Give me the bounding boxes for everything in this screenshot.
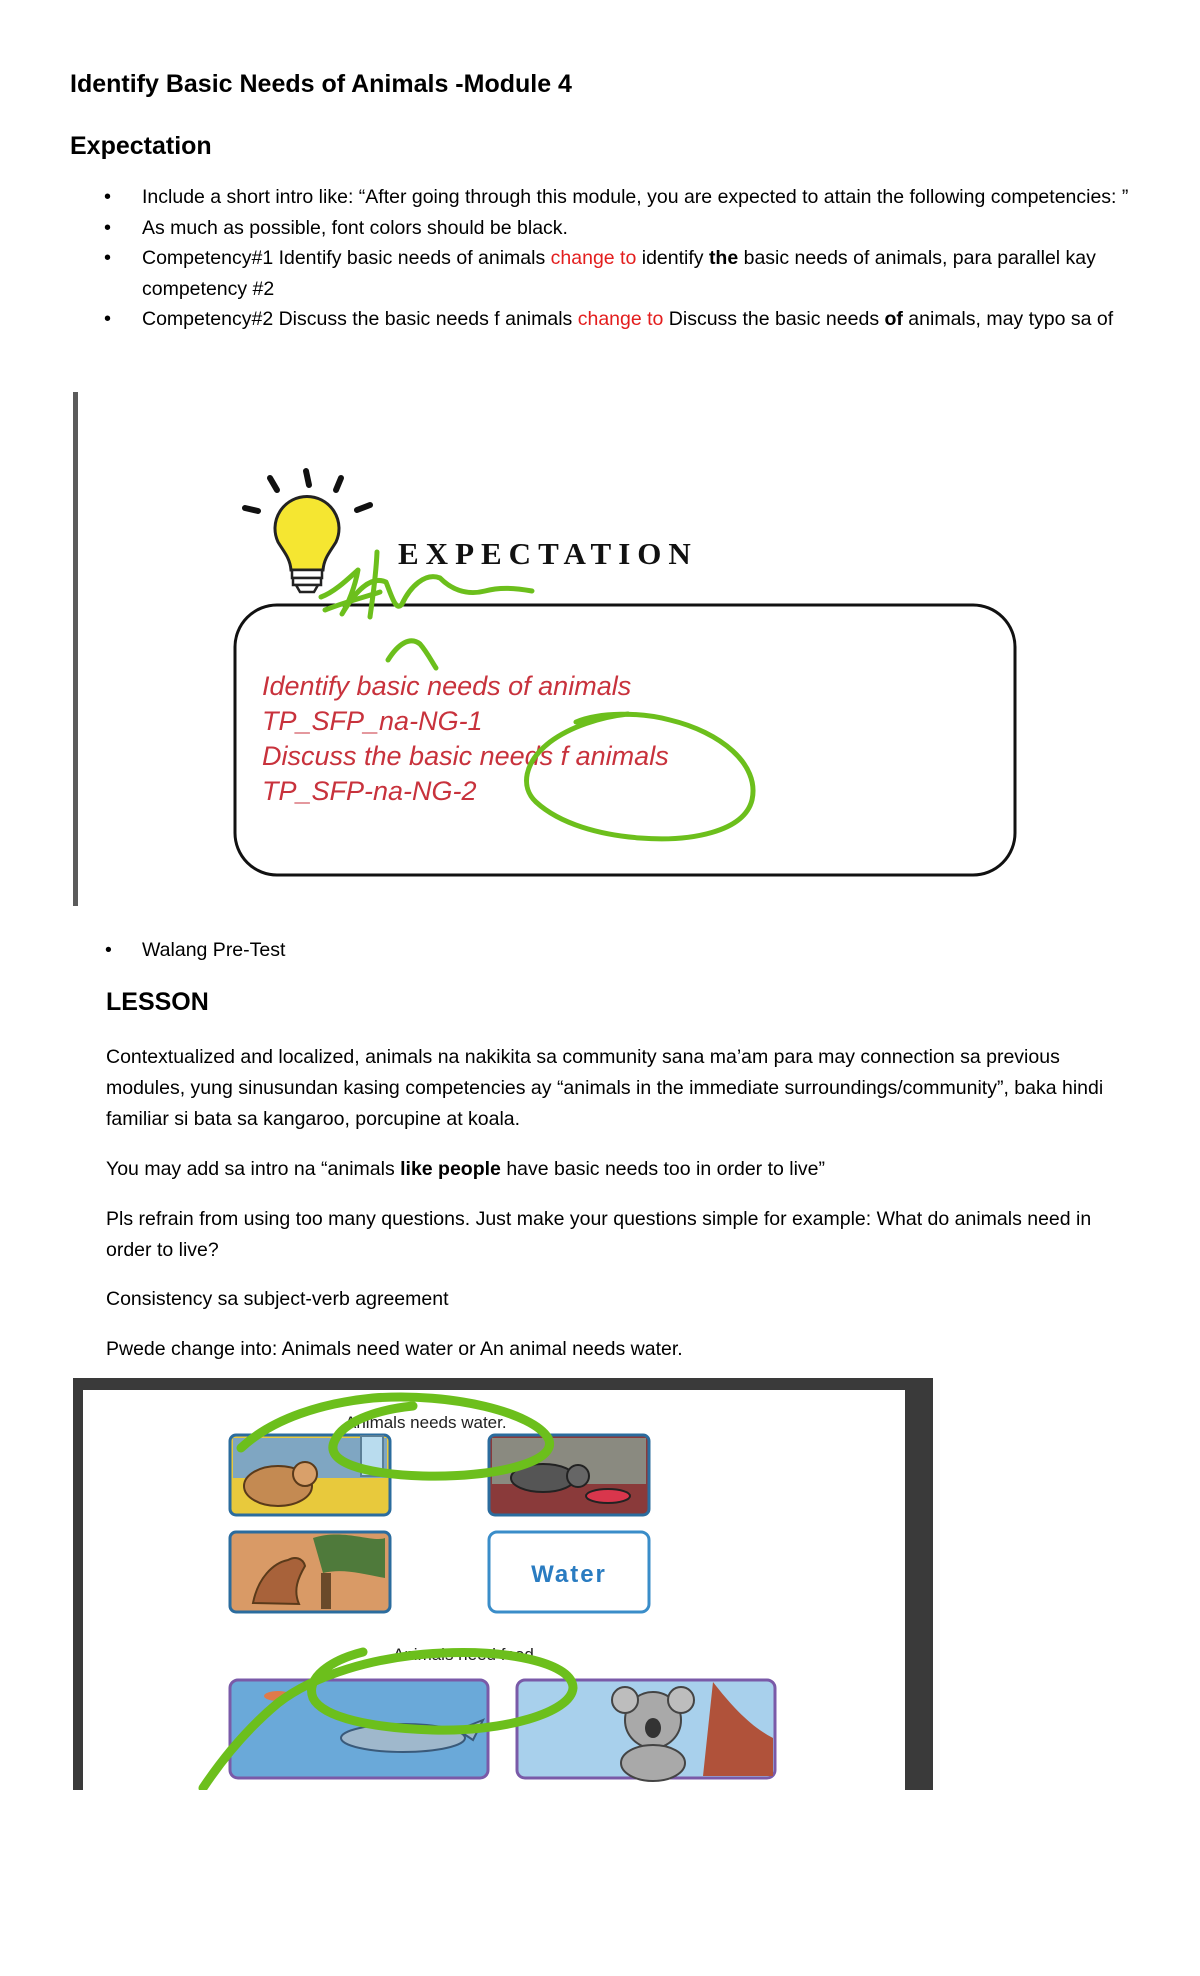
lesson-paragraph: Pwede change into: Animals need water or An animal needs water. [106,1338,683,1360]
bullet-item [100,304,1140,335]
paragraph-text: You may add sa intro na “animals [106,1158,401,1180]
bullet-item [100,182,1140,213]
competency-code: TP_SFP_na-NG-1 [262,706,483,736]
kangaroo-image [230,1532,390,1612]
expectation-heading: EXPECTATION [398,536,698,571]
lesson-paragraph: Pls refrain from using too many questions. Just make your questions simple for example: What do animals need in order to live? [106,1208,1092,1261]
expectation-figure [80,392,1130,912]
change-to-marker: change to [550,247,637,269]
koala-image [517,1680,775,1781]
competency-line: Identify basic needs of animals [262,671,632,701]
bullet-text: Competency#1 Identify basic needs of animals [142,247,551,269]
caption-animals-need-food: Animals need food. [393,1645,539,1664]
bullet-text: identify [636,247,709,269]
bullet-dot: • [105,939,112,961]
section-heading-expectation: Expectation [70,132,212,160]
bold-word: the [708,247,739,269]
cat-image [489,1435,649,1515]
lightbulb-icon [275,496,339,592]
water-word: Water [531,1561,607,1588]
paragraph-text: have basic needs too in order to live” [500,1158,826,1180]
change-to-marker: change to [577,308,664,330]
bold-word: of [884,308,903,330]
competency-code: TP_SFP-na-NG-2 [262,776,477,806]
document-title: Identify Basic Needs of Animals -Module 4 [70,70,572,98]
bold-phrase: like people [400,1158,501,1180]
section-heading-lesson: LESSON [106,988,209,1016]
bullet-text: animals, may typo sa of [902,308,1114,330]
bullet-text: basic needs of animals, para parallel kay competency #2 [142,247,1096,300]
animal-needs-figure [73,1378,933,1790]
bullet-item [100,213,1140,244]
caption-animals-needs-water: Animals needs water. [345,1413,507,1432]
bullet-text: Include a short intro like: “After going through this module, you are expected to attain the following competencies: ” [142,186,1129,208]
competency-line: Discuss the basic needs f animals [262,741,669,771]
pretest-text: Walang Pre-Test [142,939,286,961]
bullet-text: Discuss the basic needs [663,308,885,330]
bullet-text: Competency#2 Discuss the basic needs f animals [142,308,578,330]
lesson-paragraph [106,1154,1136,1185]
expectation-bullet-list [100,182,1140,335]
water-word-card [489,1532,649,1612]
lesson-paragraph: Consistency sa subject-verb agreement [106,1288,449,1310]
bullet-item [100,243,1140,304]
figure-left-border [73,392,78,906]
hamster-image [230,1435,390,1515]
bullet-text: As much as possible, font colors should be black. [142,216,568,239]
lesson-paragraph: Contextualized and localized, animals na nakikita sa community sana ma’am para may connection sa previous modules, yung sinusundan kasing competencies ay “animals in the immediate surroundings/community”, baka hindi familiar si bata sa kangaroo, porcupine at koala. [106,1046,1104,1130]
